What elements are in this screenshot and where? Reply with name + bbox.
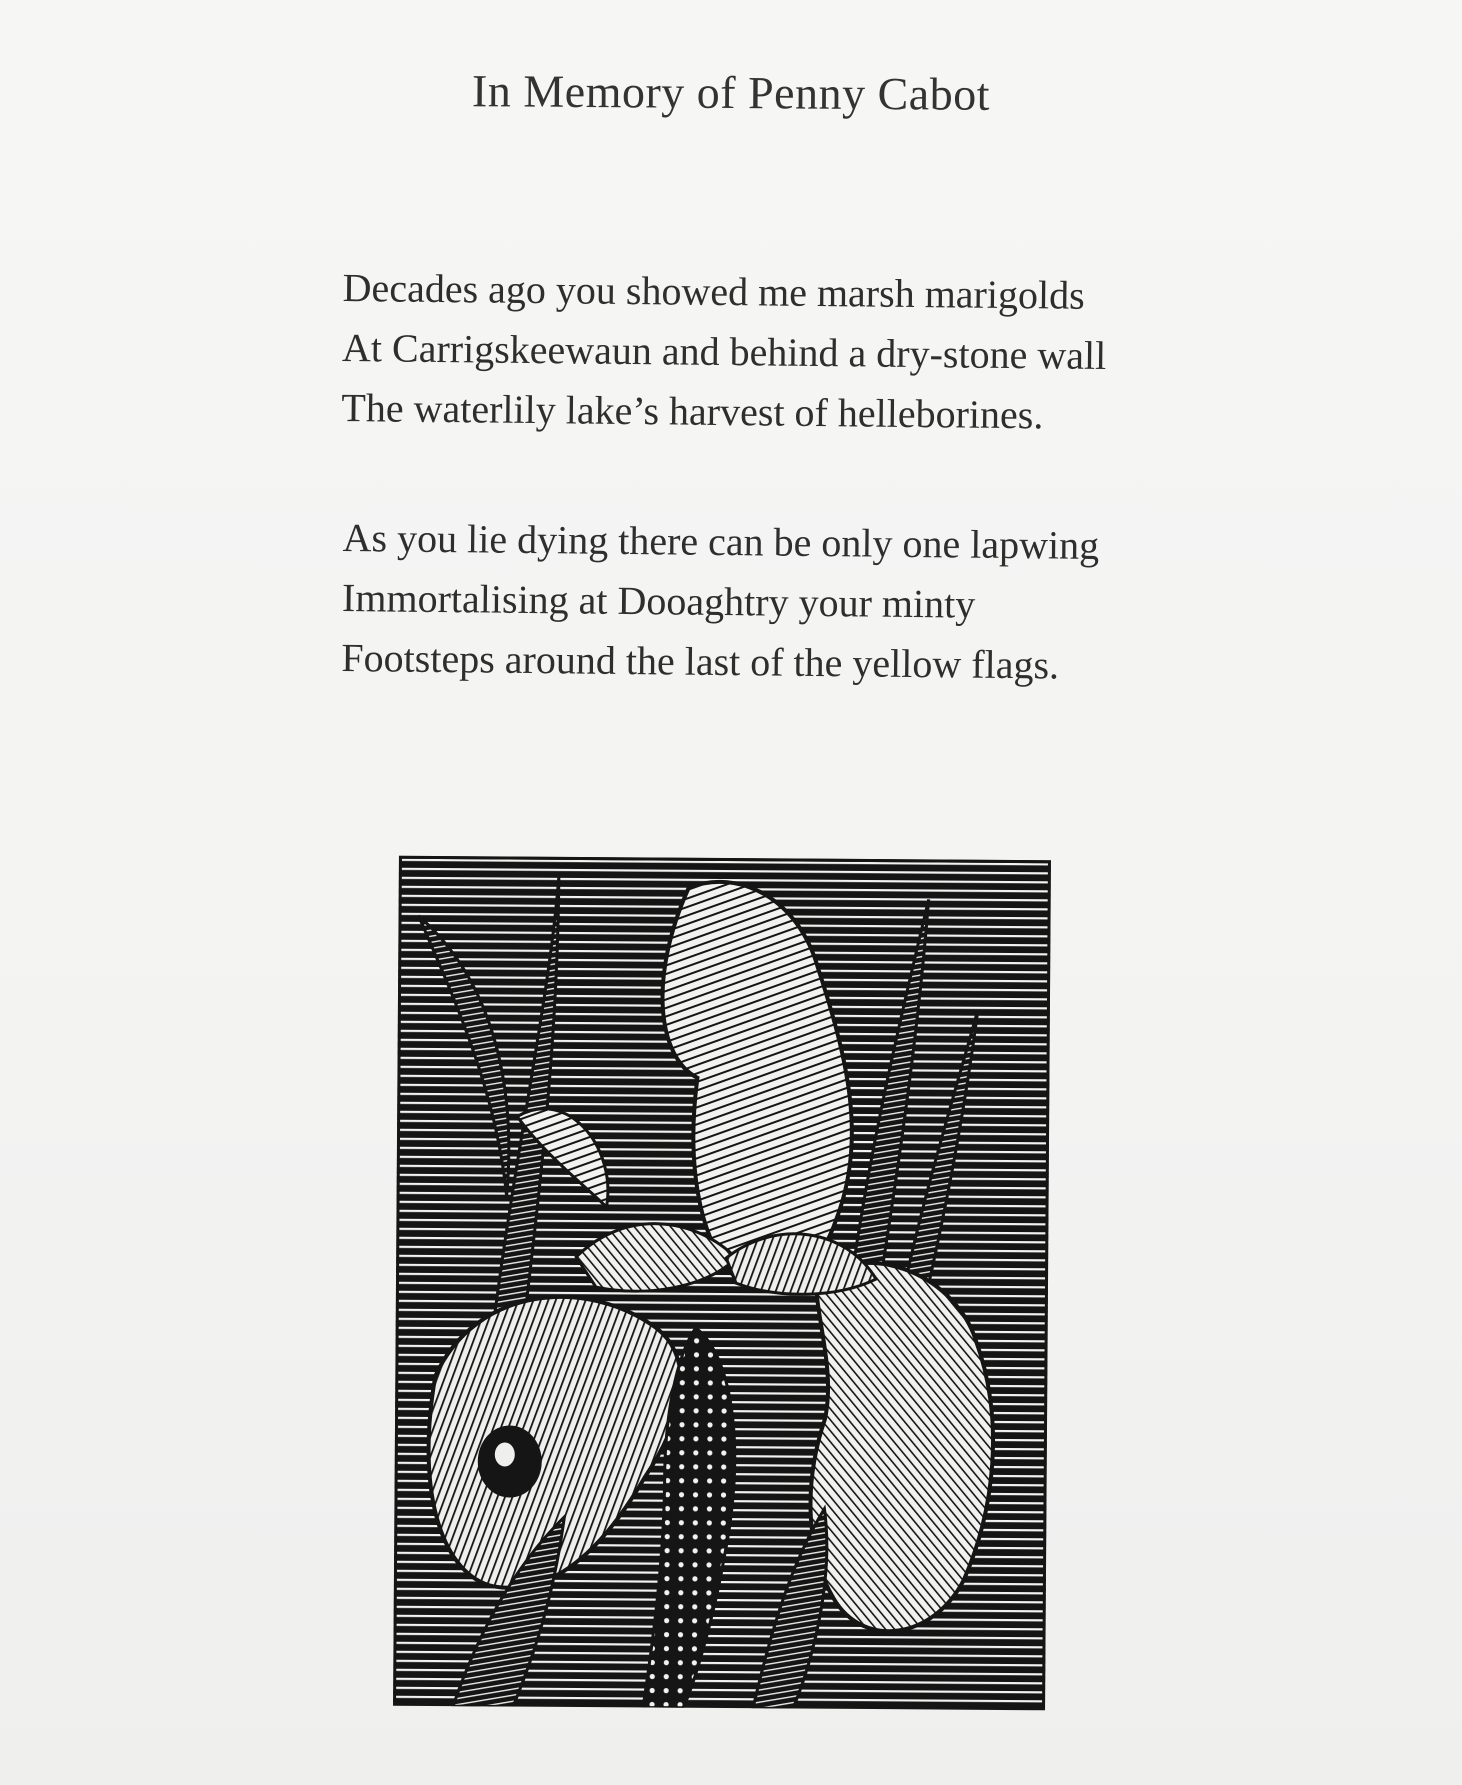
poem-line: As you lie dying there can be only one lapwing <box>342 514 1100 568</box>
iris-right-fall-petal <box>810 1263 995 1632</box>
poem-line: At Carrigskeewaun and behind a dry-stone wall <box>341 324 1107 378</box>
poem-line: The waterlily lake’s harvest of helleborines. <box>341 384 1044 438</box>
poem-title: In Memory of Penny Cabot <box>471 65 991 120</box>
iris-woodcut-svg <box>393 856 1051 1711</box>
poem-line: Decades ago you showed me marsh marigolds <box>342 264 1085 318</box>
stanza-2 <box>341 508 1099 696</box>
iris-left-fall-marking-highlight <box>495 1442 515 1466</box>
iris-woodcut-illustration <box>393 856 1051 1711</box>
stanza-1 <box>341 258 1107 446</box>
poem-line: Immortalising at Dooaghtry your minty <box>341 574 976 627</box>
poem-line: Footsteps around the last of the yellow flags. <box>341 634 1060 688</box>
